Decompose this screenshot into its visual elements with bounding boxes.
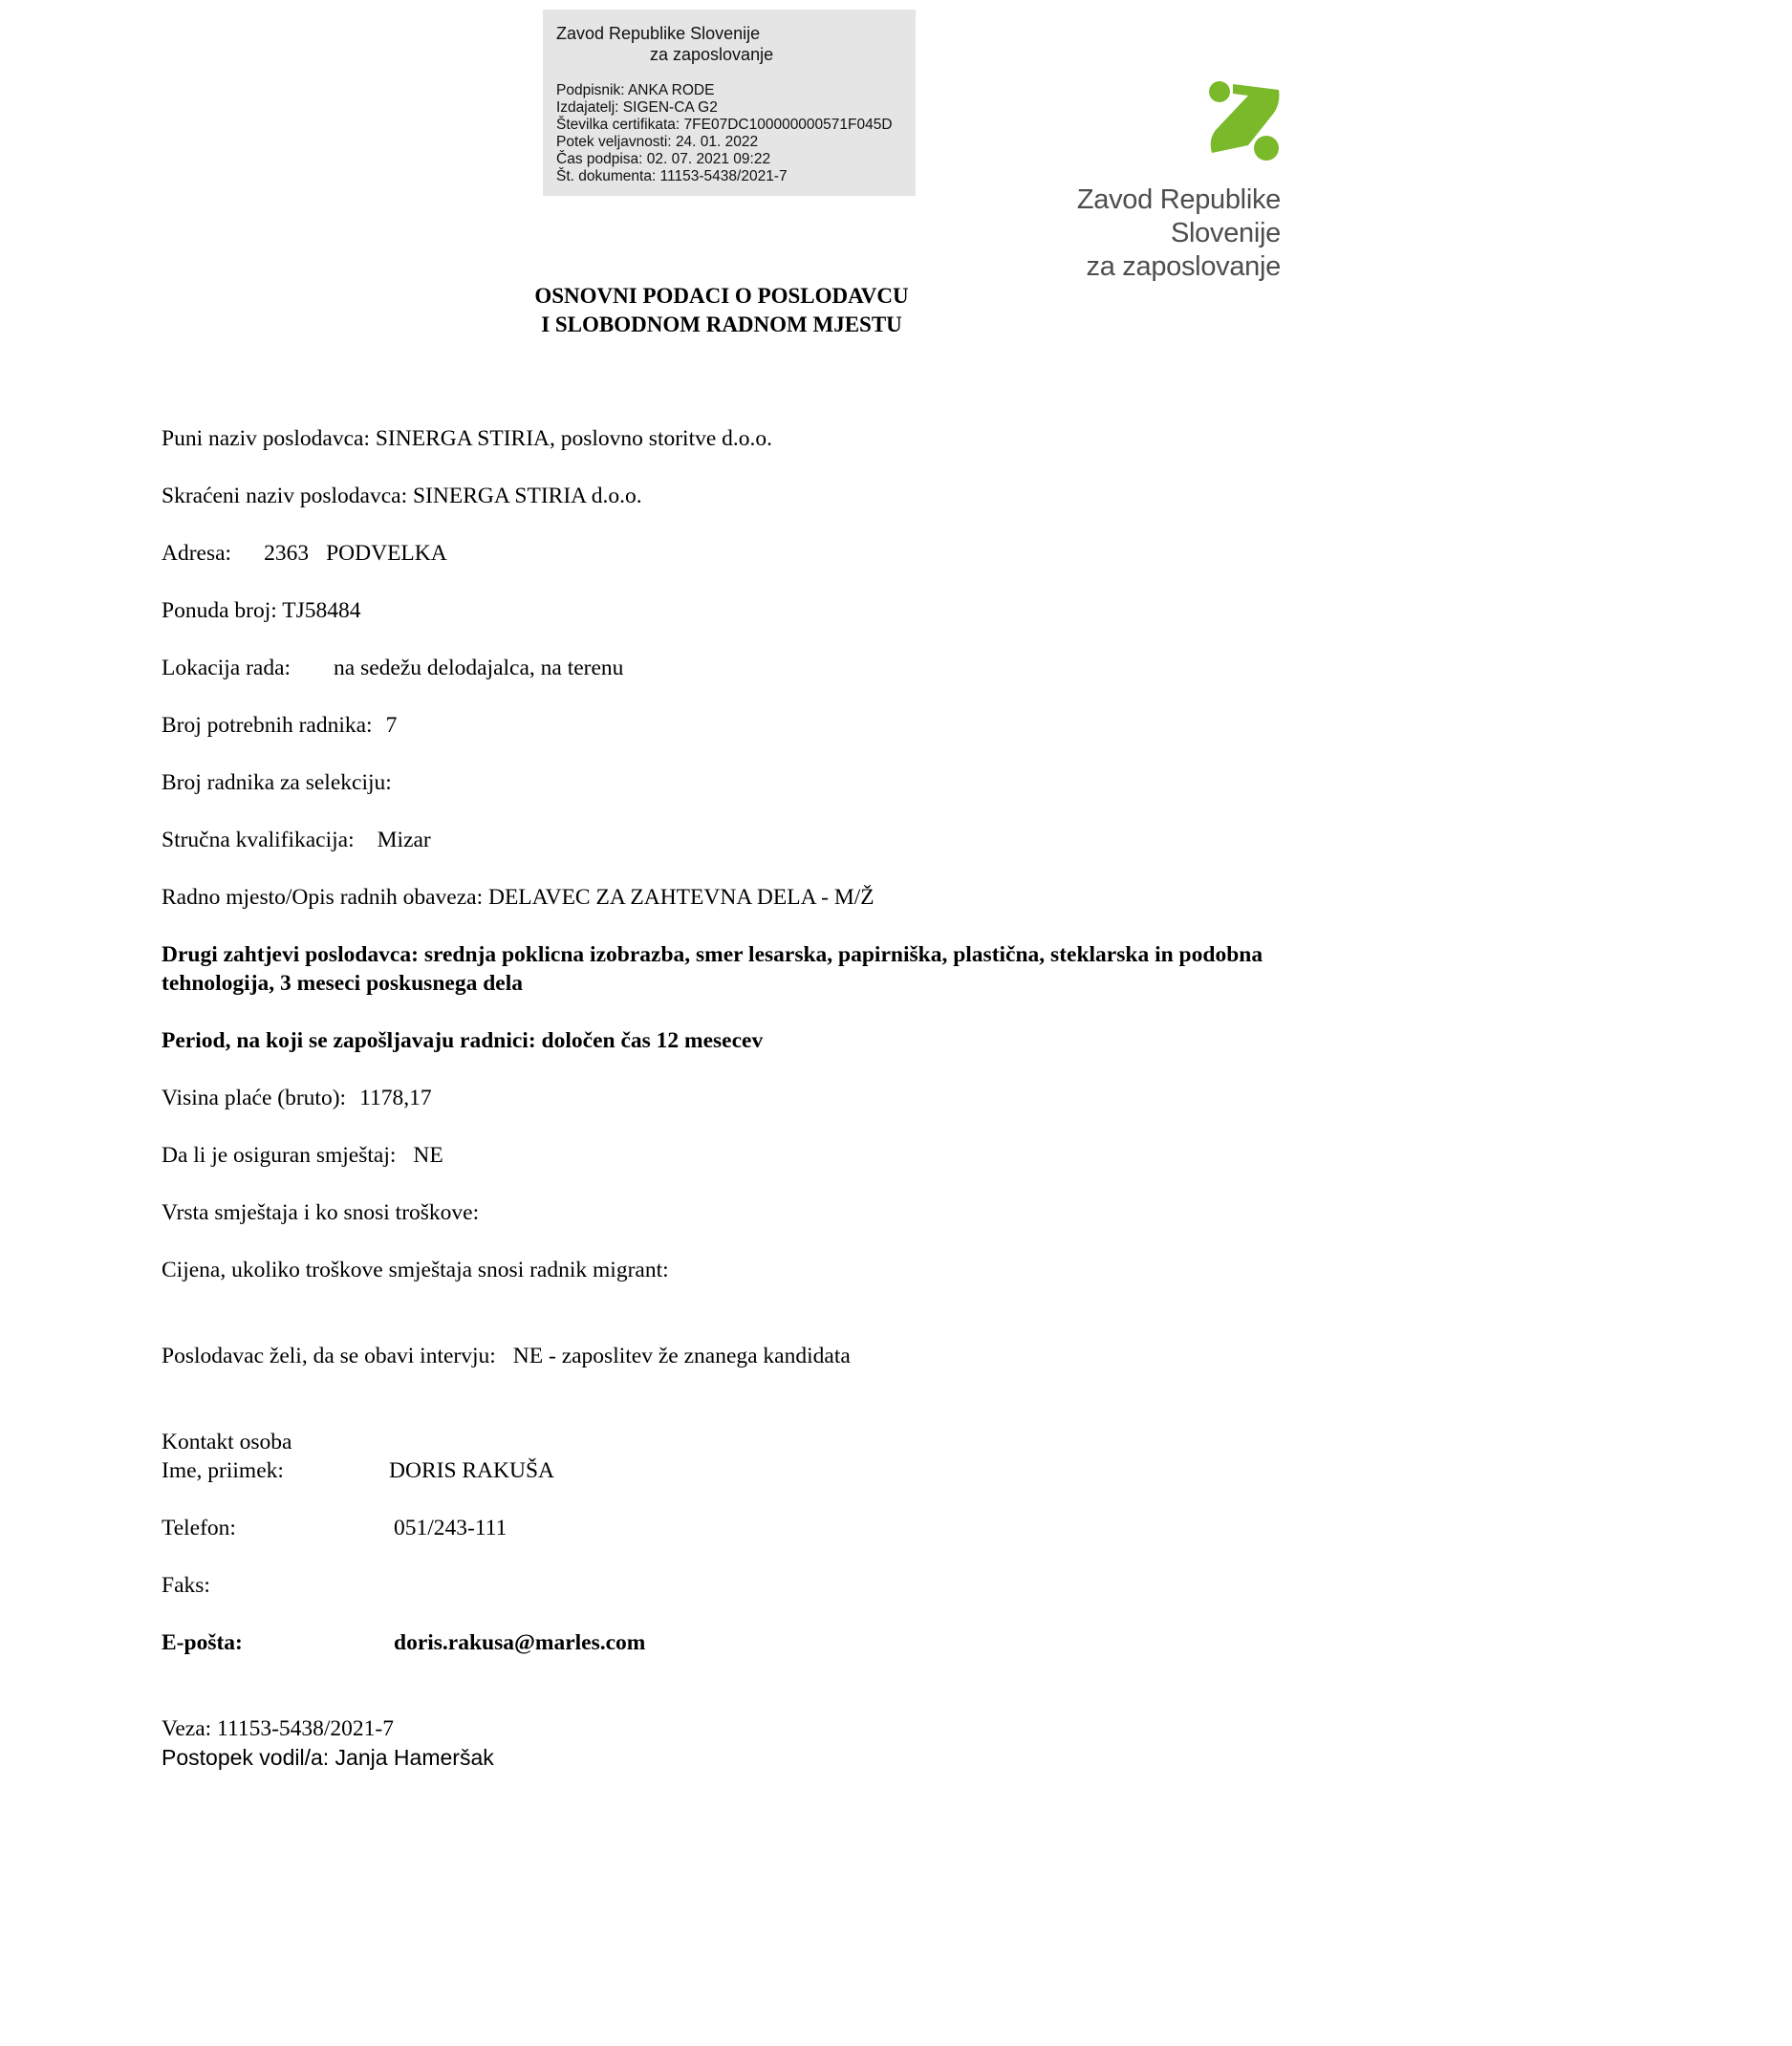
stamp-value: 02. 07. 2021 09:22 — [646, 151, 771, 167]
field-label: Poslodavac želi, da se obavi intervju: — [162, 1344, 496, 1368]
logo-line1: Zavod Republike Slovenije — [1076, 184, 1281, 248]
field-label: Broj radnika za selekciju: — [162, 770, 392, 795]
field-work-location — [162, 654, 623, 682]
field-accommodation-type — [162, 1198, 485, 1227]
field-employment-period — [162, 1026, 763, 1055]
field-label: Visina plaće (bruto): — [162, 1086, 347, 1110]
field-accommodation-price — [162, 1256, 675, 1284]
stamp-fields — [556, 82, 916, 185]
field-label: Faks: — [162, 1573, 210, 1598]
stamp-row-sign-time — [556, 151, 916, 168]
field-value: SINERGA STIRIA, poslovno storitve d.o.o. — [375, 426, 773, 451]
handled-by: Postopek vodil/a: Janja Hameršak — [162, 1745, 494, 1770]
field-label: Ime, priimek: — [162, 1458, 284, 1483]
stamp-row-signer — [556, 82, 916, 99]
stamp-label: Št. dokumenta: — [556, 168, 657, 184]
signature-stamp — [543, 10, 916, 196]
field-label: Radno mjesto/Opis radnih obaveza: — [162, 885, 484, 910]
stamp-value: 11153-5438/2021-7 — [659, 168, 788, 184]
field-value: na sedežu delodajalca, na terenu — [334, 656, 624, 680]
field-value: DELAVEC ZA ZAHTEVNA DELA - M/Ž — [487, 885, 874, 910]
title-line2: I SLOBODNOM RADNOM MJESTU — [541, 312, 902, 336]
field-label: Stručna kvalifikacija: — [162, 828, 355, 852]
field-label: Adresa: — [162, 541, 232, 566]
field-value: srednja poklicna izobrazba, smer lesarska, papirniška, plastična, steklarska in podobna tehnologija, 3 meseci poskusnega dela — [162, 942, 1263, 996]
field-qualification — [162, 826, 431, 854]
field-address — [162, 539, 447, 568]
field-workers-selection — [162, 768, 398, 797]
stamp-label: Čas podpisa: — [556, 151, 643, 167]
stamp-label: Številka certifikata: — [556, 117, 680, 133]
title-line1: OSNOVNI PODACI O POSLODAVCU — [534, 284, 909, 308]
field-value: določen čas 12 mesecev — [541, 1028, 764, 1053]
stamp-org-line2: za zaposlovanje — [650, 45, 774, 64]
stamp-org-line1: Zavod Republike Slovenije — [556, 24, 761, 43]
document-title — [440, 282, 1004, 339]
reference: Veza: 11153-5438/2021-7 — [162, 1716, 394, 1741]
stamp-row-document — [556, 168, 916, 185]
field-value: SINERGA STIRIA d.o.o. — [412, 484, 642, 508]
field-other-requirements — [162, 940, 1308, 998]
stamp-row-expiry — [556, 134, 916, 151]
stamp-row-issuer — [556, 99, 916, 117]
stamp-row-certificate — [556, 117, 916, 134]
field-full-name — [162, 424, 772, 453]
stamp-label: Podpisnik: — [556, 82, 625, 98]
stamp-value: ANKA RODE — [627, 82, 715, 98]
field-value: 1178,17 — [359, 1086, 432, 1110]
field-label: Drugi zahtjevi poslodavca: — [162, 942, 419, 967]
field-label: Skraćeni naziv poslodavca: — [162, 484, 408, 508]
stamp-label: Potek veljavnosti: — [556, 134, 672, 150]
logo-line2: za zaposlovanje — [1086, 251, 1281, 282]
contact-name — [162, 1456, 554, 1485]
stamp-value: 7FE07DC100000000571F045D — [683, 117, 893, 133]
contact-fax — [162, 1571, 394, 1600]
contact-email — [162, 1628, 645, 1657]
contact-phone — [162, 1514, 507, 1542]
field-interview — [162, 1342, 851, 1370]
field-label: Period, na koji se zapošljavaju radnici: — [162, 1028, 536, 1053]
stamp-value: 24. 01. 2022 — [675, 134, 759, 150]
field-offer-number — [162, 596, 360, 625]
stamp-value: SIGEN-CA G2 — [622, 99, 718, 116]
contact-heading: Kontakt osoba — [162, 1430, 292, 1454]
field-label: Ponuda broj: — [162, 598, 277, 623]
field-value: NE - zaposlitev že znanega kandidata — [512, 1344, 851, 1368]
field-short-name — [162, 482, 642, 510]
field-value: Mizar — [377, 828, 431, 852]
field-value: 051/243-111 — [394, 1516, 507, 1540]
field-label: E-pošta: — [162, 1630, 243, 1655]
field-label: Puni naziv poslodavca: — [162, 426, 370, 451]
field-label: Lokacija rada: — [162, 656, 291, 680]
zrss-logo-icon — [1206, 80, 1281, 164]
field-label: Broj potrebnih radnika: — [162, 713, 373, 738]
email-link[interactable]: doris.rakusa@marles.com — [394, 1630, 646, 1655]
field-label: Telefon: — [162, 1516, 236, 1540]
field-value: DORIS RAKUŠA — [389, 1458, 555, 1483]
field-value: NE — [413, 1143, 443, 1168]
field-workers-needed — [162, 711, 397, 740]
field-label: Cijena, ukoliko troškove smještaja snosi radnik migrant: — [162, 1258, 669, 1282]
field-postcode: 2363 — [264, 541, 310, 566]
stamp-label: Izdajatelj: — [556, 99, 619, 116]
field-label: Vrsta smještaja i ko snosi troškove: — [162, 1200, 480, 1225]
field-city: PODVELKA — [326, 541, 447, 566]
zrss-logo-text — [965, 183, 1281, 284]
field-label: Da li je osiguran smještaj: — [162, 1143, 397, 1168]
field-value: TJ58484 — [282, 598, 361, 623]
field-salary — [162, 1084, 432, 1112]
field-accommodation-provided — [162, 1141, 443, 1170]
field-job-description — [162, 883, 874, 912]
field-value: 7 — [385, 713, 398, 738]
